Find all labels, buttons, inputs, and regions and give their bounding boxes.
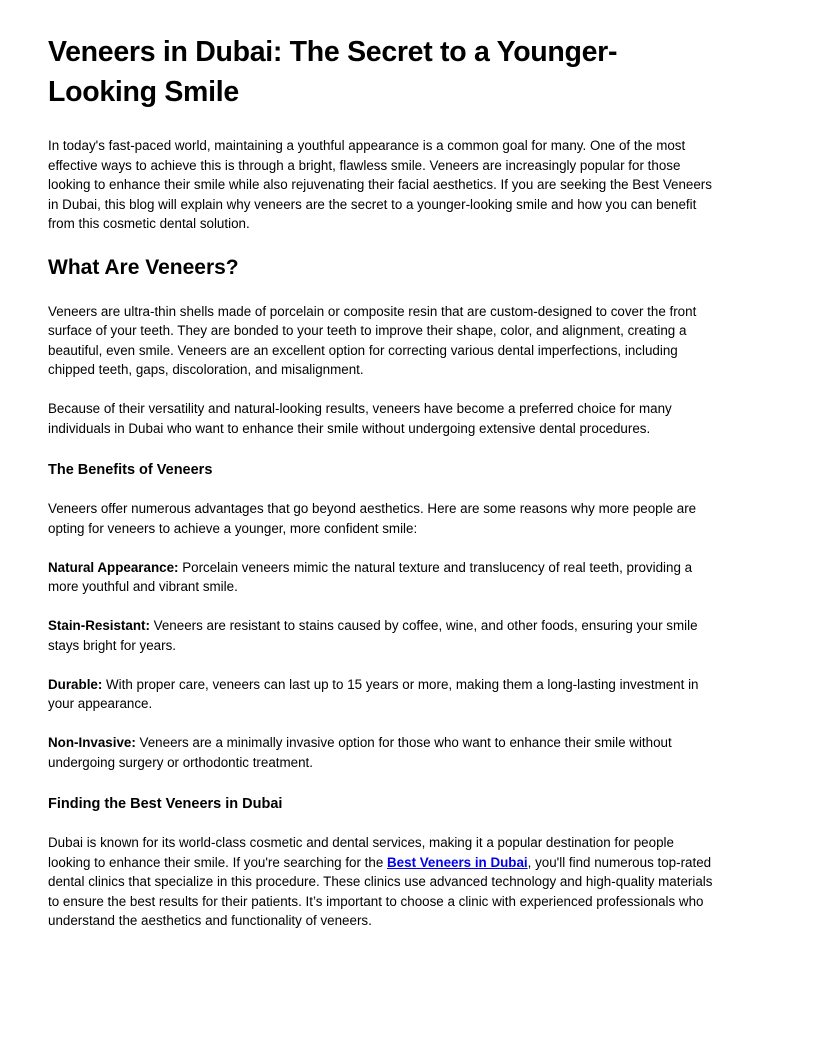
- finding-paragraph: [48, 833, 720, 931]
- benefit-item-natural-appearance: [48, 558, 720, 597]
- benefit-item-durable: [48, 675, 720, 714]
- best-veneers-link[interactable]: Best Veneers in Dubai: [387, 854, 528, 870]
- finding-text-before-link: Dubai is known for its world-class cosmetic and dental services, making it a popular destination for people looking to enhance their smile. If you're searching for the: [48, 835, 674, 870]
- what-paragraph-1: Veneers are ultra-thin shells made of porcelain or composite resin that are custom-designed to cover the front surface of your teeth. They are bonded to your teeth to improve their shape, color, and alignment, creating a beautiful, even smile. Veneers are an excellent option for correcting various dental imperfections, including chipped teeth, gaps, discoloration, and misalignment.: [48, 303, 697, 377]
- benefit-text: Veneers are resistant to stains caused by coffee, wine, and other foods, ensuring your smile stays bright for years.: [48, 618, 698, 653]
- benefits-intro-paragraph: Veneers offer numerous advantages that go beyond aesthetics. Here are some reasons why more people are opting for veneers to achieve a younger, more confident smile:: [48, 501, 697, 536]
- benefit-term: Durable:: [48, 676, 103, 692]
- benefit-text: Veneers are a minimally invasive option for those who want to enhance their smile without undergoing surgery or orthodontic treatment.: [48, 735, 672, 770]
- benefit-text: Porcelain veneers mimic the natural texture and translucency of real teeth, providing a more youthful and vibrant smile.: [48, 559, 693, 594]
- finding-text-after-link: , you'll find numerous top-rated dental clinics that specialize in this procedure. These clinics use advanced technology and high-quality materials to ensure the best results for their patients. It’s important to choose a clinic with experienced professionals who understand the aesthetics and functionality of veneers.: [48, 854, 713, 928]
- page-title: Veneers in Dubai: The Secret to a Younger-Looking Smile: [48, 36, 618, 108]
- benefit-term: Non-Invasive:: [48, 735, 136, 750]
- what-paragraph-2: Because of their versatility and natural-looking results, veneers have become a preferred choice for many individuals in Dubai who want to enhance their smile without undergoing extensive dental procedures.: [48, 401, 672, 436]
- benefit-term: Natural Appearance:: [48, 559, 179, 575]
- benefit-item-stain-resistant: [48, 616, 720, 655]
- benefit-item-non-invasive: [48, 733, 720, 772]
- benefits-heading: The Benefits of Veneers: [48, 462, 213, 478]
- finding-best-veneers-heading: Finding the Best Veneers in Dubai: [48, 796, 283, 812]
- intro-paragraph: In today's fast-paced world, maintaining a youthful appearance is a common goal for many. One of the most effective ways to achieve this is through a bright, flawless smile. Veneers are increasingly popular for those looking to enhance their smile while also rejuvenating their facial aesthetics. If you are seeking the Best Veneers in Dubai, this blog will explain why veneers are the secret to a younger-looking smile and how you can benefit from this cosmetic dental solution.: [48, 138, 712, 231]
- benefit-text: With proper care, veneers can last up to 15 years or more, making them a long-lasting investment in your appearance.: [48, 676, 699, 711]
- benefit-term: Stain-Resistant:: [48, 618, 150, 633]
- what-are-veneers-heading: What Are Veneers?: [48, 255, 239, 279]
